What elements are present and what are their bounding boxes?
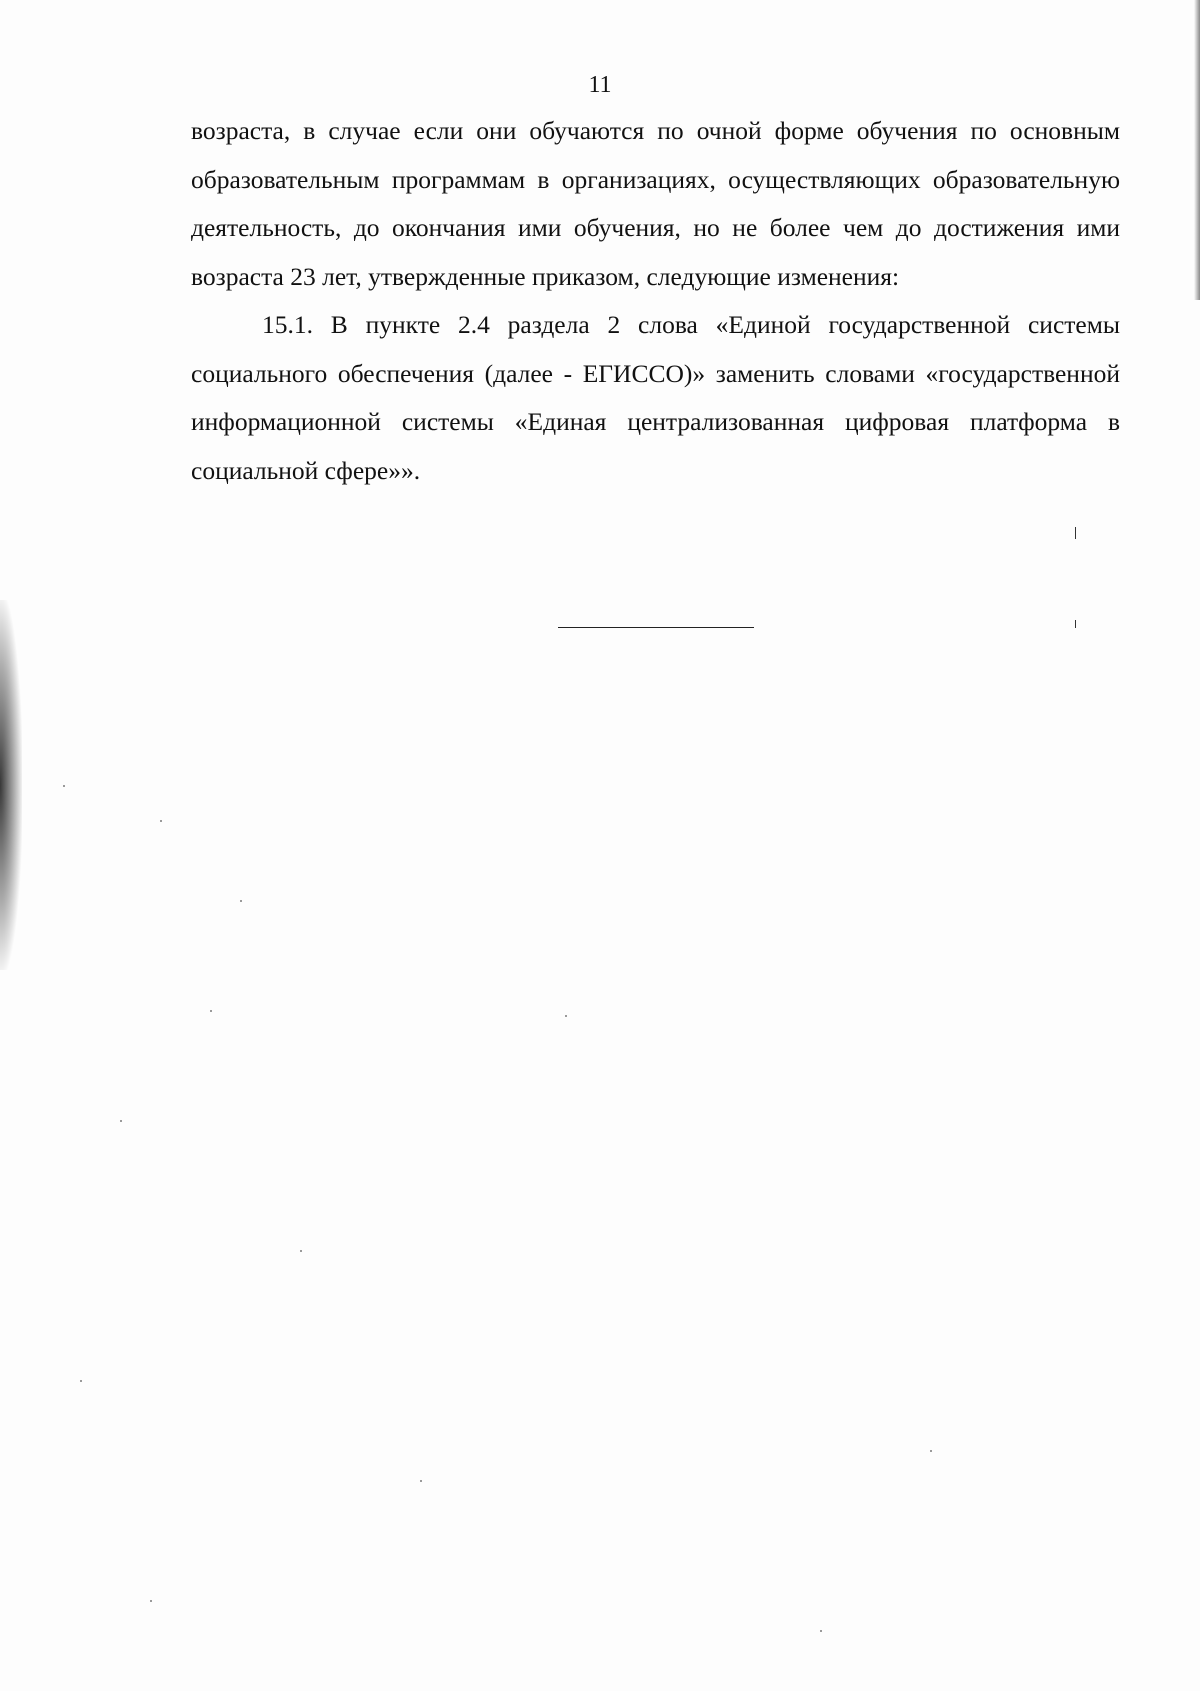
page-number: 11 (588, 72, 612, 98)
scan-speck (120, 1120, 122, 1122)
scan-speck (300, 1250, 302, 1252)
scan-speck (565, 1015, 567, 1017)
scan-speck (63, 785, 65, 787)
scan-speck (160, 820, 162, 822)
scan-mark (1075, 527, 1076, 539)
scan-speck (150, 1600, 152, 1602)
paragraph-continuation: возраста, в случае если они обучаются по очной форме обучения по основным образовательным программам в организациях, осуществляющих образовательную деятельность, до окончания ими обучения, но не более чем до достижения ими возраста 23 лет, утвержденные приказом, следующие изменения: (191, 116, 1120, 291)
scan-speck (930, 1450, 932, 1452)
scan-speck (420, 1480, 422, 1482)
scan-shadow-right (1194, 0, 1200, 300)
scan-mark (1075, 620, 1076, 628)
paragraph-item-15-1: 15.1. В пункте 2.4 раздела 2 слова «Единой государственной системы социального обеспечения (далее - ЕГИССО)» заменить словами «государственной информационной системы «Единая централизованная цифровая платформа в социальной сфере»». (191, 310, 1120, 485)
scan-speck (820, 1630, 822, 1632)
scan-speck (210, 1010, 212, 1012)
scan-speck (80, 1380, 82, 1382)
end-of-text-rule (558, 627, 754, 628)
scan-shadow-left (0, 600, 22, 970)
document-body (191, 107, 1120, 495)
scan-speck (240, 900, 242, 902)
